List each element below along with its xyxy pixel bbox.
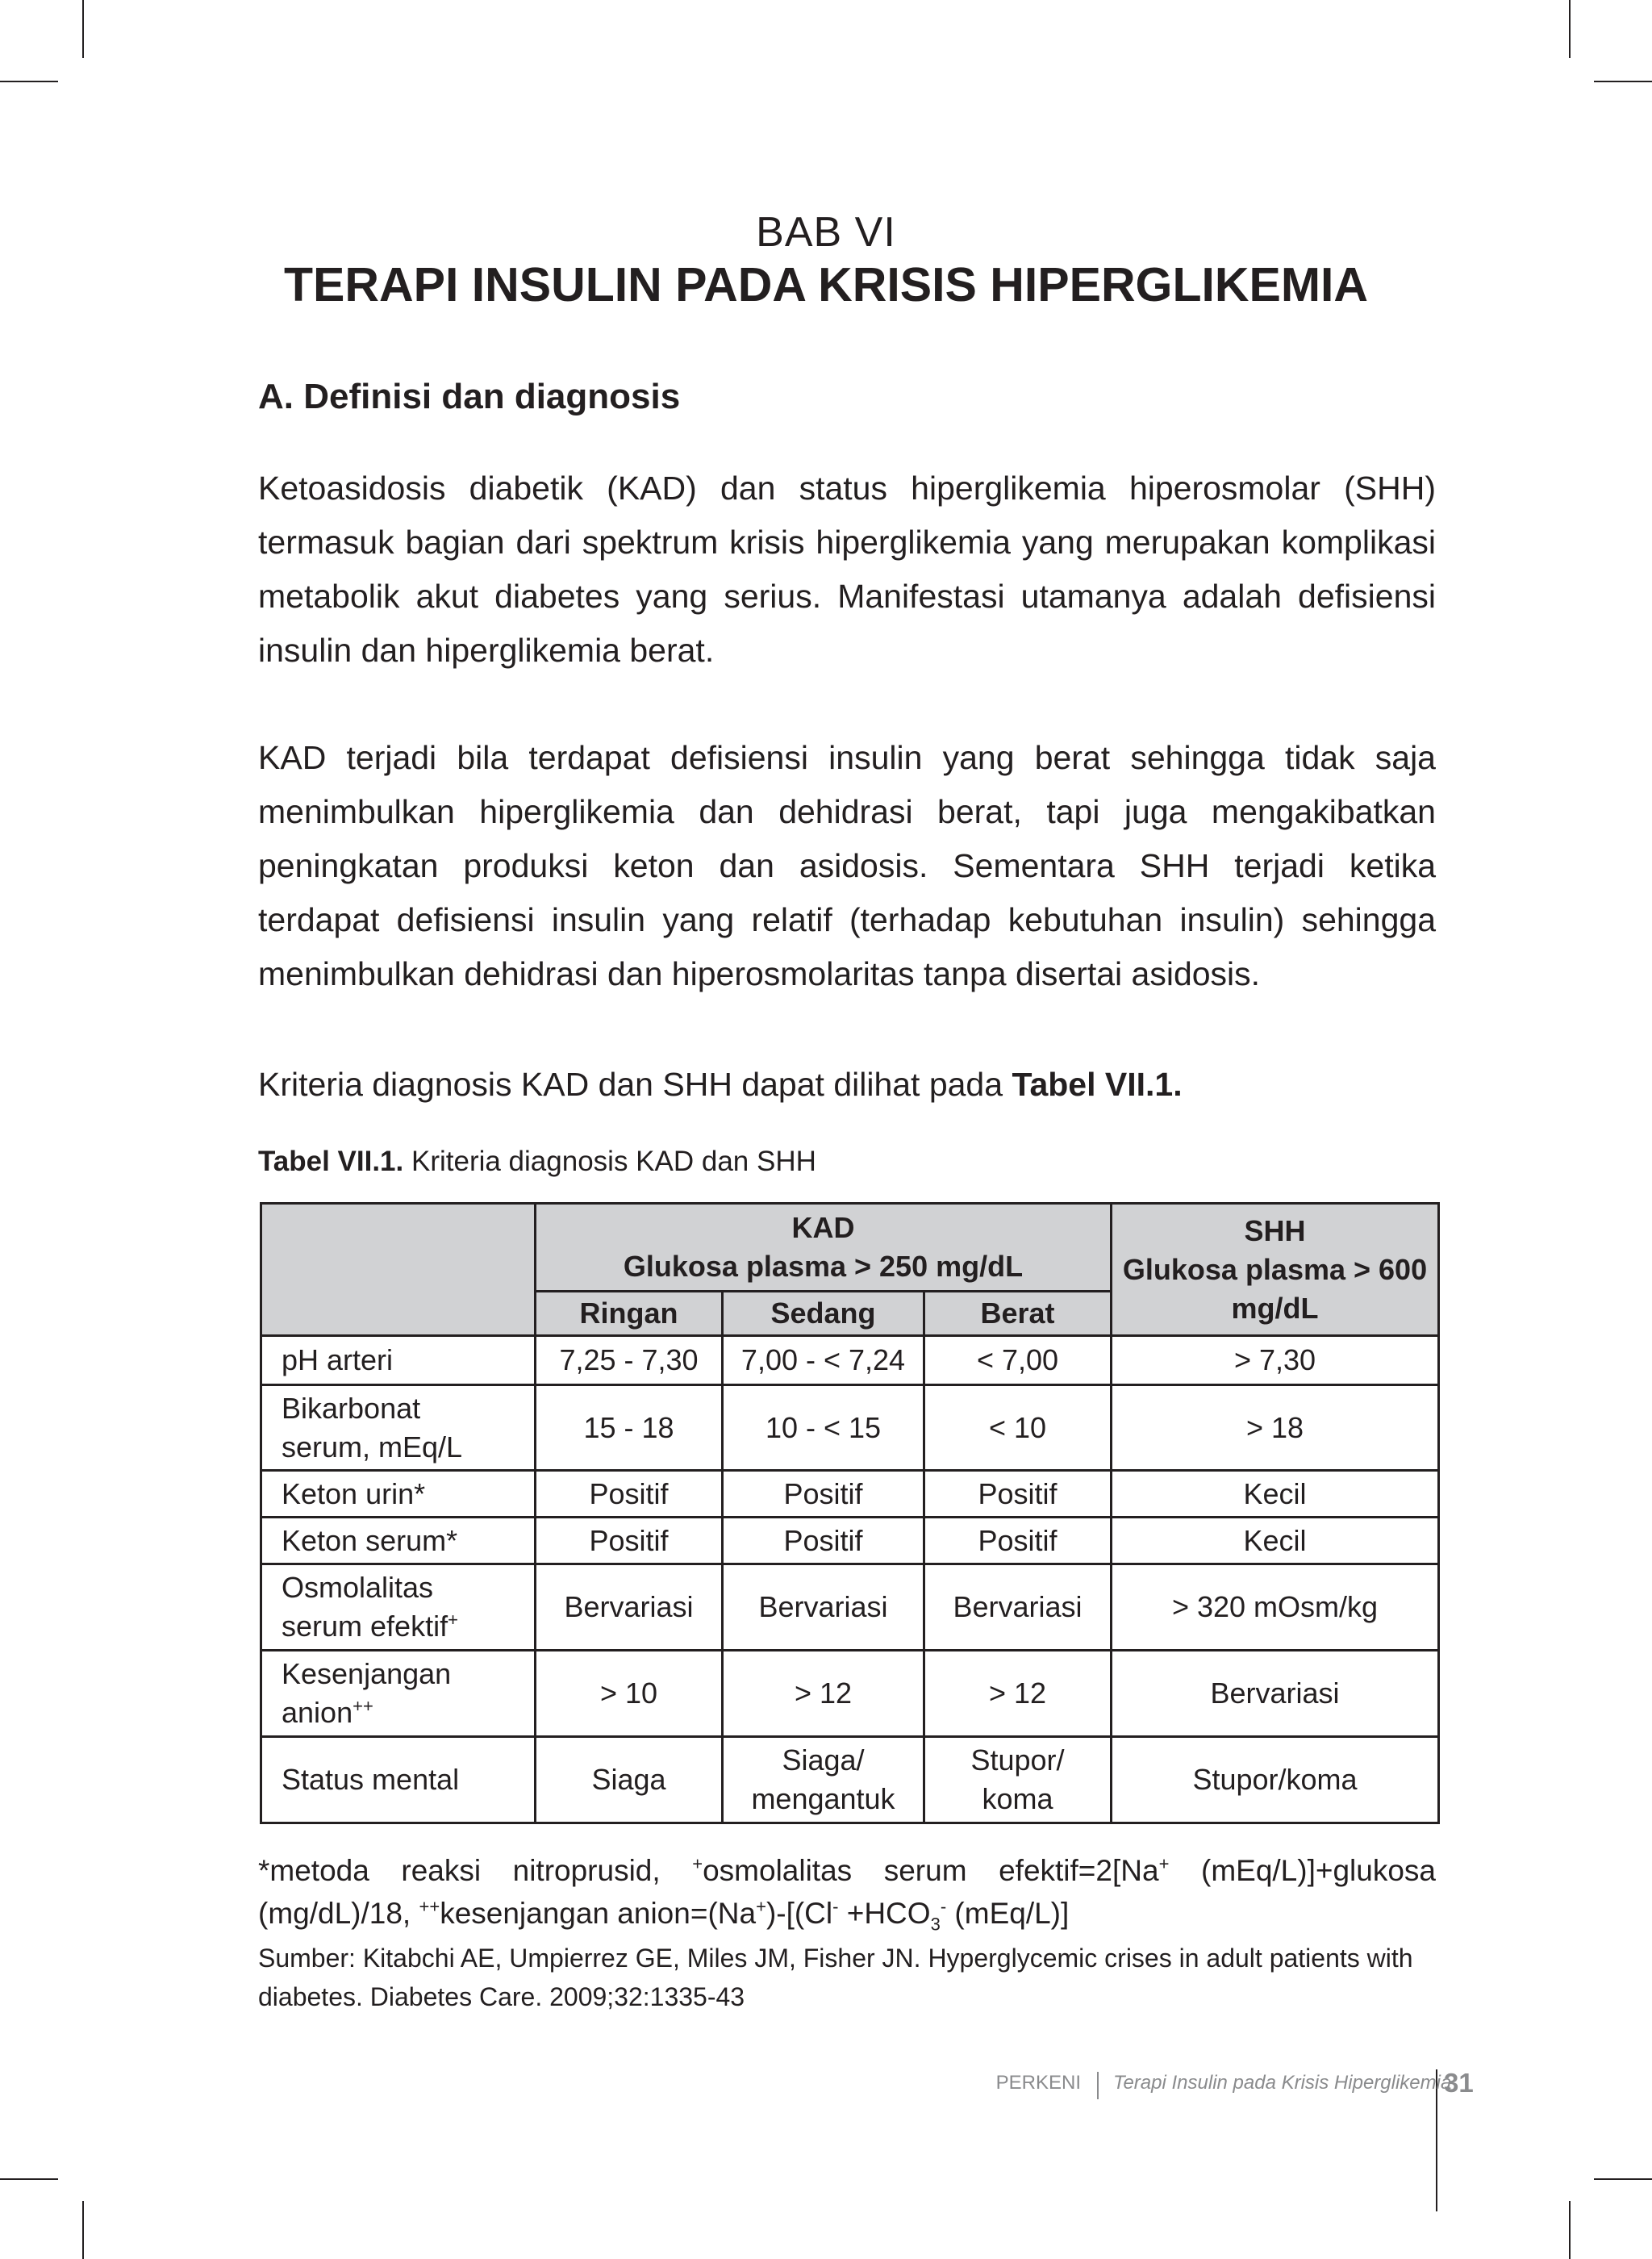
cell-ringan: Bervariasi <box>536 1564 723 1651</box>
table-row <box>261 1518 1439 1564</box>
table-reference-link: Tabel VII.1. <box>1012 1066 1183 1103</box>
footnote-sub: 3 <box>930 1914 941 1935</box>
crop-mark <box>1569 2201 1571 2259</box>
footer-running-title: Terapi Insulin pada Krisis Hiperglikemia <box>1113 2072 1452 2094</box>
cell-ringan: Siaga <box>536 1737 723 1823</box>
footnote-text: )-[(Cl <box>766 1897 833 1930</box>
row-label-superscript: + <box>448 1610 458 1630</box>
row-label-line2: serum efektif <box>282 1610 448 1643</box>
header-corner <box>261 1204 536 1336</box>
table-caption <box>258 1142 816 1182</box>
table-row <box>261 1737 1439 1823</box>
cell-berat: Stupor/ koma <box>924 1737 1112 1823</box>
cell-berat: Bervariasi <box>924 1564 1112 1651</box>
crop-mark <box>0 2178 58 2180</box>
cell-shh: > 18 <box>1112 1385 1439 1471</box>
row-label <box>261 1564 536 1651</box>
footer-separator <box>1097 2072 1099 2099</box>
header-kad <box>536 1204 1112 1292</box>
chapter-title: TERAPI INSULIN PADA KRISIS HIPERGLIKEMIA <box>284 258 1368 311</box>
cell-ringan: Positif <box>536 1471 723 1518</box>
table-source: Sumber: Kitabchi AE, Umpierrez GE, Miles JM, Fisher JN. Hyperglycemic crises in adult patients with diabetes. Diabetes Care. 2009;32:1335-43 <box>258 1944 1413 2011</box>
table-footnote <box>258 1849 1436 1935</box>
cell-shh: Stupor/koma <box>1112 1737 1439 1823</box>
table-caption-text: Kriteria diagnosis KAD dan SHH <box>403 1146 816 1177</box>
cell-sedang: Siaga/ mengantuk <box>723 1737 924 1823</box>
cell-shh: Kecil <box>1112 1518 1439 1564</box>
footnote-sup: + <box>1158 1853 1170 1874</box>
footnote-text: (mEq/L)] <box>946 1897 1070 1930</box>
footnote-text: *metoda reaksi nitroprusid, <box>258 1854 693 1887</box>
cell-berat: Positif <box>924 1518 1112 1564</box>
cell-sedang: Positif <box>723 1518 924 1564</box>
row-label: Keton urin* <box>261 1471 536 1518</box>
paragraph-kad-shh-mechanism: KAD terjadi bila terdapat defisiensi insulin yang berat sehingga tidak saja menimbulkan hiperglikemia dan dehidrasi berat, tapi juga mengakibatkan peningkatan produksi keton dan asidosis. Sementara SHH terjadi ketika terdapat defisiensi insulin yang relatif (terhadap kebutuhan insulin) sehingga menimbulkan dehidrasi dan hiperosmolaritas tanpa disertai asidosis. <box>258 739 1436 992</box>
crop-mark <box>1594 81 1652 82</box>
cell-shh: > 7,30 <box>1112 1336 1439 1385</box>
footnote-sup: ++ <box>419 1896 440 1917</box>
row-label: Keton serum* <box>261 1518 536 1564</box>
header-shh <box>1112 1204 1439 1336</box>
crop-mark <box>0 81 58 82</box>
row-label-line2: serum, mEq/L <box>282 1430 463 1464</box>
cell-shh: > 320 mOsm/kg <box>1112 1564 1439 1651</box>
table-row <box>261 1385 1439 1471</box>
header-ringan: Ringan <box>536 1292 723 1336</box>
header-berat: Berat <box>924 1292 1112 1336</box>
row-label-line1: Bikarbonat <box>282 1391 421 1425</box>
table-reference-text: Kriteria diagnosis KAD dan SHH dapat dilihat pada <box>258 1066 1012 1103</box>
cell-sedang: 10 - < 15 <box>723 1385 924 1471</box>
crop-mark <box>82 2201 84 2259</box>
cell-sedang: Positif <box>723 1471 924 1518</box>
table-row <box>261 1471 1439 1518</box>
row-label-line1: Kesenjangan <box>282 1657 452 1690</box>
cell-sedang: Bervariasi <box>723 1564 924 1651</box>
cell-berat: < 7,00 <box>924 1336 1112 1385</box>
cell-berat: < 10 <box>924 1385 1112 1471</box>
cell-berat: > 12 <box>924 1651 1112 1737</box>
footnote-text: +HCO <box>838 1897 931 1930</box>
row-label: Status mental <box>261 1737 536 1823</box>
row-label <box>261 1651 536 1737</box>
cell-ringan: > 10 <box>536 1651 723 1737</box>
header-sedang: Sedang <box>723 1292 924 1336</box>
cell-shh: Kecil <box>1112 1471 1439 1518</box>
footnote-text: (mEq/L)]+glukosa (mg/dL)/18, <box>258 1854 1436 1930</box>
header-kad-title: KAD <box>791 1211 855 1244</box>
diagnosis-criteria-table <box>260 1202 1440 1824</box>
footnote-sup: - <box>940 1896 947 1917</box>
section-title: A. Definisi dan diagnosis <box>258 377 681 416</box>
footnote-sup: + <box>756 1896 766 1917</box>
row-label: pH arteri <box>261 1336 536 1385</box>
crop-mark <box>1569 0 1571 58</box>
table-row <box>261 1651 1439 1737</box>
table-header-row <box>261 1204 1439 1292</box>
table-caption-label: Tabel VII.1. <box>258 1146 404 1177</box>
table-row <box>261 1336 1439 1385</box>
cell-sedang: > 12 <box>723 1651 924 1737</box>
row-label-superscript: ++ <box>353 1696 373 1716</box>
footnote-sup: - <box>832 1896 839 1917</box>
chapter-label: BAB VI <box>756 209 896 256</box>
row-label-line2: anion <box>282 1696 353 1729</box>
page-number: 31 <box>1444 2068 1474 2098</box>
cell-shh: Bervariasi <box>1112 1651 1439 1737</box>
paragraph-table-reference <box>258 1058 1436 1112</box>
paragraph-kad-shh-intro: Ketoasidosis diabetik (KAD) dan status hiperglikemia hiperosmolar (SHH) termasuk bagian dari spektrum krisis hiperglikemia yang merupakan komplikasi metabolik akut diabetes yang serius. Manifestasi utamanya adalah defisiensi insulin dan hiperglikemia berat. <box>258 470 1436 669</box>
footnote-sup: + <box>692 1853 703 1874</box>
cell-ringan: 7,25 - 7,30 <box>536 1336 723 1385</box>
row-label-line1: Osmolalitas <box>282 1571 434 1604</box>
crop-mark <box>1594 2178 1652 2180</box>
cell-ringan: 15 - 18 <box>536 1385 723 1471</box>
row-label <box>261 1385 536 1471</box>
footnote-text: osmolalitas serum efektif=2[Na <box>703 1854 1159 1887</box>
footnote-text: kesenjangan anion=(Na <box>440 1897 757 1930</box>
cell-sedang: 7,00 - < 7,24 <box>723 1336 924 1385</box>
header-kad-glucose: Glukosa plasma > 250 mg/dL <box>623 1250 1024 1283</box>
cell-berat: Positif <box>924 1471 1112 1518</box>
header-shh-glucose: Glukosa plasma > 600 mg/dL <box>1122 1252 1428 1325</box>
crop-mark <box>82 0 84 58</box>
footer-organization: PERKENI <box>995 2072 1081 2094</box>
table-row <box>261 1564 1439 1651</box>
header-shh-title: SHH <box>1244 1213 1306 1247</box>
cell-ringan: Positif <box>536 1518 723 1564</box>
